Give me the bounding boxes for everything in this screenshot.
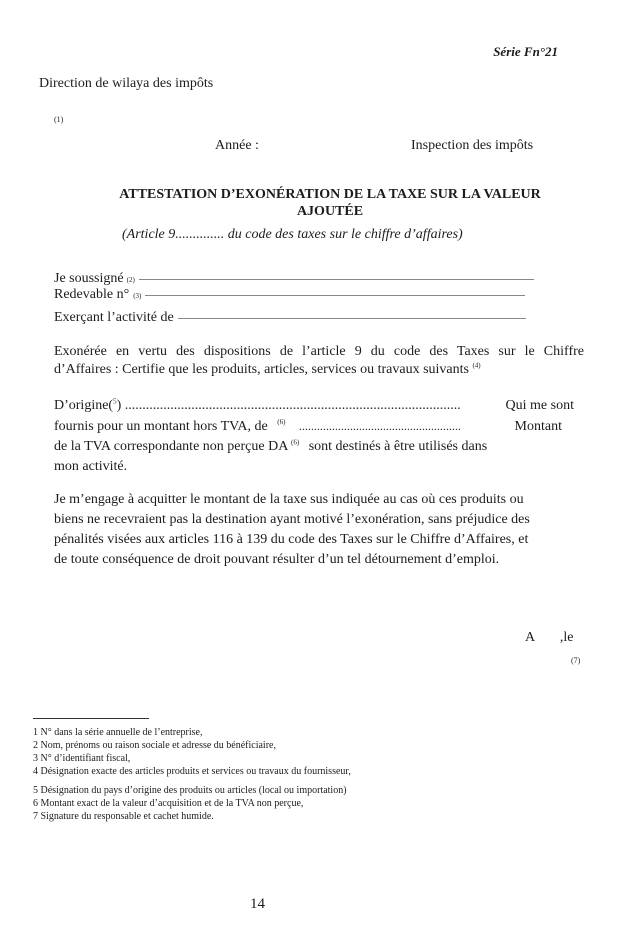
activite-label: Exerçant l’activité de [54, 310, 174, 325]
redevable-fill-line [145, 294, 525, 296]
exoneree-line-2 [54, 362, 481, 378]
footnotes [33, 726, 351, 823]
inspection-label: Inspection des impôts [411, 138, 534, 153]
fournis-note: (6) [277, 418, 286, 427]
activite-end: mon activité. [54, 459, 128, 474]
signature-le-label: ,le [559, 630, 574, 645]
origine-suffix: Qui me sont [505, 398, 574, 413]
annee-label: Année : [215, 138, 259, 153]
page-number: 14 [250, 896, 265, 912]
fournis-dots: ...................................................... [298, 419, 461, 433]
origine-note: 5 [113, 397, 117, 406]
fournis-line [54, 419, 562, 435]
document-title: ATTESTATION D’EXONÉRATION DE LA TAXE SUR LA VALEUR AJOUTÉE [119, 187, 541, 219]
engagement-line-1: Je m’engage à acquitter le montant de la taxe sus indiquée au cas où ces produits ou [54, 492, 524, 507]
exoneree-note: (4) [472, 361, 481, 370]
tva-text: de la TVA correspondante non perçue DA [54, 439, 288, 454]
footnote-item: 1 N° dans la série annuelle de l’entreprise, [33, 727, 203, 738]
series-label: Série Fn°21 [493, 44, 558, 59]
tva-line [54, 439, 487, 455]
fournis-suffix: Montant [514, 419, 562, 434]
field-soussigne: Je soussigné (2) [54, 271, 534, 287]
direction-wilaya: Direction de wilaya des impôts [39, 76, 214, 91]
note-marker-1: (1) [54, 115, 64, 124]
fournis-text: fournis pour un montant hors TVA, de [54, 419, 268, 434]
activite-fill-line [178, 317, 526, 319]
origine-dots: ) ................................................................................................ [116, 398, 461, 413]
footnote-item: 3 N° d’identifiant fiscal, [33, 753, 131, 764]
tva-suffix: sont destinés à être utilisés dans [308, 439, 488, 454]
signature-a-label: A [525, 630, 535, 645]
footnote-item: 4 Désignation exacte des articles produits et services ou travaux du fournisseur, [33, 766, 351, 777]
exoneree-line-2-text: d’Affaires : Certifie que les produits, articles, services ou travaux suivants [54, 362, 469, 377]
footnote-item: 2 Nom, prénoms ou raison sociale et adresse du bénéficiaire, [33, 740, 276, 751]
origine-line [54, 398, 574, 414]
redevable-label: Redevable n° [54, 287, 130, 302]
soussigne-fill-line [139, 278, 534, 280]
footnote-item: 6 Montant exact de la valeur d’acquisition et de la TVA non perçue, [33, 798, 304, 809]
origine-prefix: D’origine( [54, 398, 114, 413]
tva-note: (6) [291, 438, 300, 447]
footnote-item: 5 Désignation du pays d’origine des produits ou articles (local ou importation) [33, 785, 347, 796]
field-activite [54, 310, 526, 326]
field-redevable: Redevable n° (3) [54, 287, 525, 303]
engagement-line-2: biens ne recevraient pas la destination ayant motivé l’exonération, sans préjudice des [54, 512, 530, 527]
article-reference: (Article 9.............. du code des taxes sur le chiffre d’affaires) [122, 227, 463, 242]
signature-place-date [525, 630, 573, 646]
engagement-line-4: de toute conséquence de droit pouvant résulter d’un tel détournement d’emploi. [54, 552, 500, 567]
soussigne-label: Je soussigné [54, 271, 124, 286]
signature-note: (7) [571, 656, 581, 665]
footnote-separator [33, 718, 149, 719]
engagement-line-3: pénalités visées aux articles 116 à 139 du code des Taxes sur le Chiffre d’Affaires, et [54, 532, 529, 547]
exoneree-line-1: Exonérée en vertu des dispositions de l’article 9 du code des Taxes sur le Chiffre [54, 344, 584, 359]
footnote-item: 7 Signature du responsable et cachet humide. [33, 811, 214, 822]
